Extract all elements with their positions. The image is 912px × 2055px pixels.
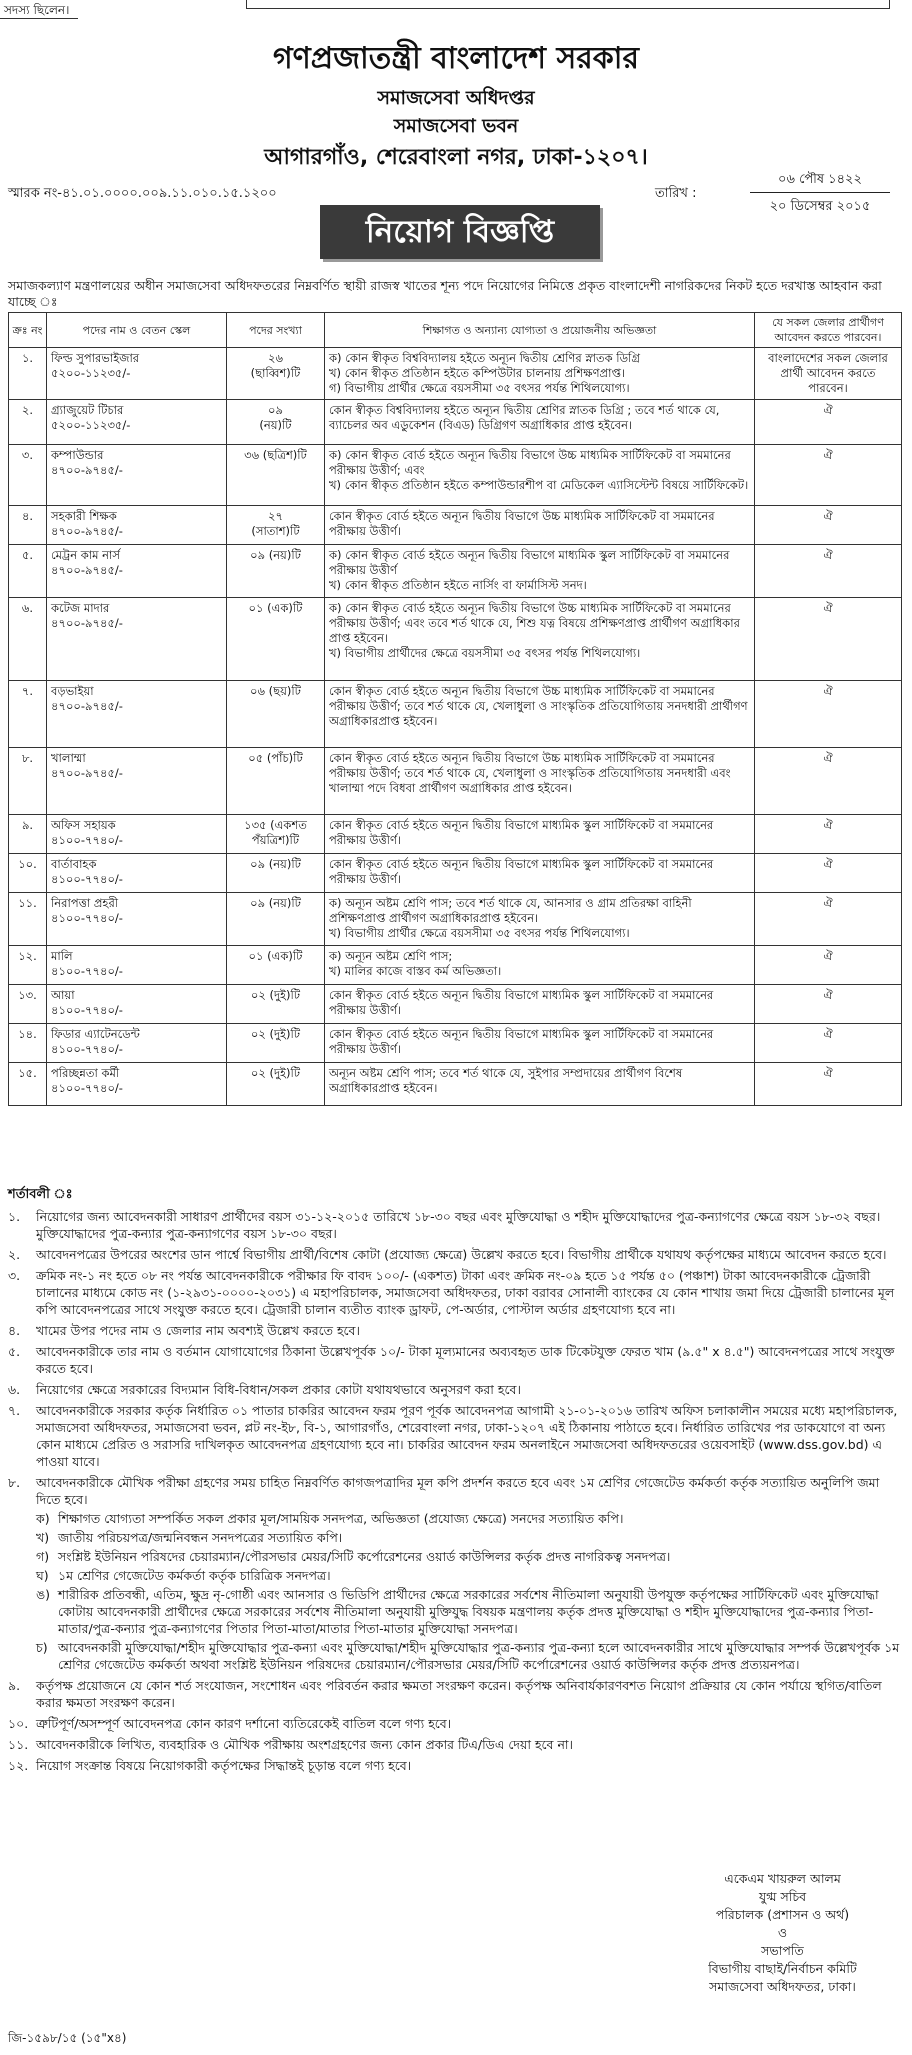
condition-text: আবেদনকারীকে তার নাম ও বর্তমান যোগাযোগের ঠিকানা উল্লেখপূর্বক ১০/- টাকা মূল্যমানের অব্যবহৃত ডাক টিকেটযুক্ত ফেরত খাম (৯.৫" x ৪.৫") আবেদনপত্রের সাথে সংযুক্ত করতে হবে। (36, 1344, 895, 1376)
row-serial: ১৩. (9, 985, 47, 1024)
signatory-title-5: সমাজসেবা অধিদফতর, ঢাকা। (709, 1979, 856, 1994)
vacancy-table (8, 312, 902, 1106)
signatory-and: ও (777, 1925, 788, 1940)
subitem-letter: চ) (36, 1640, 48, 1655)
signatory-title-4: বিভাগীয় বাছাই/নির্বাচন কমিটি (708, 1961, 857, 1976)
table-row (9, 598, 902, 681)
table-row (9, 985, 902, 1024)
row-qualification: ক) অন্যূন অষ্টম শ্রেণি পাস; তবে শর্ত থাকে যে, আনসার ও গ্রাম প্রতিরক্ষা বাহিনী প্রশিক্ষণপ্রাপ্ত প্রার্থীগণ অগ্রাধিকারপ্রাপ্ত হইবেন। খ) বিভাগীয় প্রার্থীর ক্ষেত্রে বয়সসীমা ৩৫ বৎসর পর্যন্ত শিথিলযোগ্য। (325, 893, 755, 946)
intro-paragraph: সমাজকল্যাণ মন্ত্রণালয়ের অধীন সমাজসেবা অধিদফতরের নিম্নবর্ণিত স্থায়ী রাজস্ব খাতের শূন্য পদে নিয়োগের নিমিত্তে প্রকৃত বাংলাদেশী নাগরিকদের নিকট হতে দরখাস্ত আহবান করা যাচ্ছে ঃ (8, 278, 882, 309)
row-district: ঐ (755, 748, 902, 815)
row-qualification: ক) কোন স্বীকৃত বোর্ড হইতে অন্যূন দ্বিতীয় বিভাগে মাধ্যমিক স্কুল সার্টিফিকেট বা সমমানের পরীক্ষায় উত্তীর্ণ খ) কোন স্বীকৃত প্রতিষ্ঠান হইতে নার্সিং বা ফার্মাসিস্ট সনদ। (325, 545, 755, 598)
footer-code: জি-১৫৯৮/১৫ (১৫"x৪) (8, 2031, 127, 2045)
condition-subitem (36, 1567, 901, 1584)
post-name: কটেজ মাদার (51, 601, 110, 615)
post-name: সহকারী শিক্ষক (51, 509, 117, 523)
pay-scale: ৪১০০-৭৭৪০/- (51, 833, 123, 847)
pay-scale: ৪৭০০-৯৭৪৫/- (51, 463, 123, 477)
table-row (9, 893, 902, 946)
condition-number: ৯. (8, 1678, 21, 1693)
subitem-letter: গ) (36, 1549, 50, 1564)
pay-scale: ৪১০০-৭৭৪০/- (51, 1081, 123, 1095)
condition-number: ১১. (8, 1737, 29, 1752)
signatory-title-2: পরিচালক (প্রশাসন ও অর্থ) (715, 1907, 850, 1922)
condition-item (8, 1381, 901, 1398)
conditions-title: শর্তাবলী ঃ (8, 1187, 73, 1202)
row-qualification: কোন স্বীকৃত বিশ্ববিদ্যালয় হইতে অন্যূন দ্বিতীয় শ্রেণির স্নাতক ডিগ্রি ; তবে শর্ত থাকে যে, ব্যাচেলর অব এডুকেশন (বিএড) ডিগ্রিগণ অগ্রাধিকার প্রাপ্ত হইবেন। (325, 400, 755, 445)
row-qualification: অন্যূন অষ্টম শ্রেণি পাস; তবে শর্ত থাকে যে, সুইপার সম্প্রদায়ের প্রার্থীগণ বিশেষ অগ্রাধিকারপ্রাপ্ত হইবেন। (325, 1063, 755, 1106)
condition-item (8, 1267, 901, 1318)
memo-number: স্মারক নং-৪১.০১.০০০০.০০৯.১১.০১০.১৫.১২০০ (8, 186, 277, 201)
col-header-post: পদের নাম ও বেতন স্কেল (47, 313, 227, 348)
row-count: ০১ (এক)টি (227, 598, 325, 681)
condition-subitems (36, 1510, 901, 1673)
row-post (47, 506, 227, 545)
row-count: ০৬ (ছয়)টি (227, 681, 325, 748)
post-name: বার্তাবাহক (51, 857, 97, 871)
row-post (47, 893, 227, 946)
condition-subitem (36, 1548, 901, 1565)
col-header-district: যে সকল জেলার প্রার্থীগণ আবেদন করতে পারবেন। (755, 313, 902, 348)
condition-subitem (36, 1510, 901, 1527)
row-district: ঐ (755, 506, 902, 545)
table-row (9, 815, 902, 854)
subitem-text: সংশ্লিষ্ট ইউনিয়ন পরিষদের চেয়ারম্যান/পৌরসভার মেয়র/সিটি কর্পোরেশনের ওয়ার্ড কাউন্সিলর কর্তৃক প্রদত্ত নাগরিকত্ব সনদপত্র। (58, 1549, 671, 1564)
top-clipped-fragment (0, 0, 912, 24)
row-count: ০৯ (নয়)টি (227, 400, 325, 445)
pay-scale: ৪১০০-৭৭৪০/- (51, 964, 123, 978)
row-district: ঐ (755, 1024, 902, 1063)
subitem-text: জাতীয় পরিচয়পত্র/জন্মনিবন্ধন সনদপত্রের সত্যায়িত কপি। (58, 1530, 343, 1545)
row-district: ঐ (755, 893, 902, 946)
condition-item (8, 1208, 901, 1242)
subitem-letter: ঘ) (36, 1568, 49, 1583)
building-name: সমাজসেবা ভবন (393, 115, 519, 137)
row-serial: ৪. (9, 506, 47, 545)
row-count: ০৯ (নয়)টি (227, 893, 325, 946)
condition-subitem (36, 1529, 901, 1546)
table-row (9, 681, 902, 748)
row-district: ঐ (755, 1063, 902, 1106)
condition-number: ১. (8, 1209, 21, 1224)
row-post (47, 598, 227, 681)
condition-text: ক্রমিক নং-১ নং হতে ০৮ নং পর্যন্ত আবেদনকারীকে পরীক্ষার ফি বাবদ ১০০/- (একশত) টাকা এবং ক্রমিক নং-০৯ হতে ১৫ পর্যন্ত ৫০ (পঞ্চাশ) টাকা আবেদনকারীকে ট্রেজারী চালানের মাধ্যমে কোড নং (১-২৯৩১-০০০০-২০৩১) এ মহাপরিচালক, সমাজসেবা অধিদফতর, ঢাকা বরাবর সোনালী ব্যাংকের যে কোন শাখায় জমা দিয়ে ট্রেজারী চালানের মূল কপি আবেদনপত্রের সাথে সংযুক্ত করতে হবে। ট্রেজারী চালান ব্যতীত ব্যাংক ড্রাফট, পে-অর্ডার, পোস্টাল অর্ডার গ্রহণযোগ্য হবে না। (36, 1268, 895, 1317)
condition-item (8, 1402, 901, 1470)
row-district: বাংলাদেশের সকল জেলার প্রার্থী আবেদন করতে পারবেন। (755, 348, 902, 400)
date-rule (750, 192, 890, 193)
table-row (9, 506, 902, 545)
row-qualification: ক) কোন স্বীকৃত বিশ্ববিদ্যালয় হইতে অন্যূন দ্বিতীয় শ্রেণির স্নাতক ডিগ্রি খ) কোন স্বীকৃত প্রতিষ্ঠান হইতে কম্পিউটার চালনায় প্রশিক্ষণপ্রাপ্ত। গ) বিভাগীয় প্রার্থীর ক্ষেত্রে বয়সসীমা ৩৫ বৎসর পর্যন্ত শিথিলযোগ্য। (325, 348, 755, 400)
date-block (655, 170, 895, 224)
post-name: খালাম্মা (51, 751, 86, 765)
condition-number: ৬. (8, 1382, 21, 1397)
condition-text: নিয়োগের ক্ষেত্রে সরকারের বিদ্যমান বিধি-বিধান/সকল প্রকার কোটা যথাযথভাবে অনুসরণ করা হবে। (36, 1382, 521, 1397)
condition-subitem (36, 1639, 901, 1673)
pay-scale: ৪১০০-৭৭৪০/- (51, 1003, 123, 1017)
post-name: ফিল্ড সুপারভাইজার (51, 351, 140, 365)
pay-scale: ৪৭০০-৯৭৪৫/- (51, 766, 123, 780)
condition-text: আবেদনকারীকে লিখিত, ব্যবহারিক ও মৌখিক পরীক্ষায় অংশগ্রহণের জন্য কোন প্রকার টিএ/ডিএ দেয়া হবে না। (36, 1737, 574, 1752)
row-serial: ১১. (9, 893, 47, 946)
row-district: ঐ (755, 815, 902, 854)
row-district: ঐ (755, 598, 902, 681)
row-serial: ১৪. (9, 1024, 47, 1063)
row-post (47, 400, 227, 445)
condition-item (8, 1474, 901, 1673)
row-district: ঐ (755, 946, 902, 985)
condition-number: ৭. (8, 1403, 21, 1418)
row-district: ঐ (755, 985, 902, 1024)
row-qualification: কোন স্বীকৃত বোর্ড হইতে অন্যূন দ্বিতীয় বিভাগে উচ্চ মাধ্যমিক সার্টিফিকেট বা সমমানের পরীক্ষায় উত্তীর্ণ; তবে শর্ত থাকে যে, খেলাধুলা ও সাংস্কৃতিক প্রতিযোগিতায় সনদধারী এবং খালাম্মা পদে বিধবা প্রার্থীগণ অগ্রাধিকার প্রাপ্ত হইবেন। (325, 748, 755, 815)
row-serial: ৭. (9, 681, 47, 748)
row-qualification: ক) কোন স্বীকৃত বোর্ড হইতে অন্যূন দ্বিতীয় বিভাগে উচ্চ মাধ্যমিক সার্টিফিকেট বা সমমানের পরীক্ষায় উত্তীর্ণ; এবং খ) কোন স্বীকৃত প্রতিষ্ঠান হইতে কম্পাউন্ডারশীপ বা মেডিকেল এ্যাসিস্টেন্ট বিষয়ে সার্টিফিকেট। (325, 445, 755, 506)
pay-scale: ৫২০০-১১২৩৫/- (51, 418, 131, 432)
condition-text: আবেদনকারীকে মৌখিক পরীক্ষা গ্রহণের সময় চাহিত নিম্নবর্ণিত কাগজপত্রাদির মূল কপি প্রদর্শন করতে হবে এবং ১ম শ্রেণির গেজেটেড কর্মকর্তা কর্তৃক সত্যায়িত অনুলিপি জমা দিতে হবে। (36, 1475, 880, 1507)
condition-number: ৮. (8, 1475, 21, 1490)
post-name: কম্পাউন্ডার (51, 448, 104, 462)
row-serial: ১০. (9, 854, 47, 893)
row-post (47, 681, 227, 748)
row-qualification: কোন স্বীকৃত বোর্ড হইতে অন্যূন দ্বিতীয় বিভাগে উচ্চ মাধ্যমিক সার্টিফিকেট বা সমমানের পরীক্ষায় উত্তীর্ণ; তবে শর্ত থাকে যে, খেলাধুলা ও সাংস্কৃতিক প্রতিযোগিতায় সনদধারী প্রার্থীগণ অগ্রাধিকারপ্রাপ্ত হইবেন। (325, 681, 755, 748)
row-qualification: কোন স্বীকৃত বোর্ড হইতে অন্যূন দ্বিতীয় বিভাগে মাধ্যমিক স্কুল সার্টিফিকেট বা সমমানের পরীক্ষায় উত্তীর্ণ। (325, 985, 755, 1024)
top-fragment-rule (0, 18, 78, 19)
condition-text: কর্তৃপক্ষ প্রয়োজনে যে কোন শর্ত সংযোজন, সংশোধন এবং পরিবর্তন করার ক্ষমতা সংরক্ষণ করেন। কর্তৃপক্ষ অনিবার্যকারণবশত নিয়োগ প্রক্রিয়ার যে কোন পর্যায়ে স্থগিত/বাতিল করার ক্ষমতা সংরক্ষণ করেন। (36, 1678, 882, 1710)
row-count: ০২ (দুই)টি (227, 985, 325, 1024)
condition-number: ৩. (8, 1268, 21, 1283)
col-header-qualification: শিক্ষাগত ও অন্যান্য যোগ্যতা ও প্রয়োজনীয় অভিজ্ঞতা (325, 313, 755, 348)
row-serial: ৩. (9, 445, 47, 506)
pay-scale: ৪৭০০-৯৭৪৫/- (51, 524, 123, 538)
row-count: ২৬ (ছাব্বিশ)টি (227, 348, 325, 400)
post-name: অফিস সহায়ক (51, 818, 116, 832)
subitem-letter: খ) (36, 1530, 50, 1545)
table-row (9, 445, 902, 506)
condition-number: ১২. (8, 1758, 29, 1773)
subitem-text: শারীরিক প্রতিবন্ধী, এতিম, ক্ষুদ্র নৃ-গোষ্ঠী এবং আনসার ও ভিডিপি প্রার্থীদের ক্ষেত্রে সরকারের সর্বশেষ নীতিমালা অনুযায়ী উপযুক্ত কর্তৃপক্ষের সার্টিফিকেট এবং মুক্তিযোদ্ধা কোটায় আবেদনকারী প্রার্থীদের ক্ষেত্রে সরকারের সর্বশেষ নীতিমালা অনুযায়ী মুক্তিযুদ্ধ বিষয়ক মন্ত্রণালয় কর্তৃক প্রদত্ত মুক্তিযোদ্ধা ও শহীদ মুক্তিযোদ্ধাদের পুত্র-কন্যার পিতা-মাতার/পুত্র-কন্যার পুত্র-কন্যাগণের পিতার পিতা-মাতা/মাতার পিতা-মাতার মুক্তিযোদ্ধা সনদপত্র। (58, 1587, 879, 1636)
table-row (9, 946, 902, 985)
table-row (9, 1063, 902, 1106)
post-name: ফিডার এ্যাটেনডেন্ট (51, 1027, 140, 1041)
notice-banner: নিয়োগ বিজ্ঞপ্তি (320, 205, 600, 259)
signatory-name: একেএম খায়রুল আলম (724, 1871, 841, 1886)
condition-number: ২. (8, 1247, 21, 1262)
condition-text: ত্রুটিপূর্ণ/অসম্পূর্ণ আবেদনপত্র কোন কারণ দর্শানো ব্যতিরেকেই বাতিল বলে গণ্য হবে। (36, 1716, 452, 1731)
condition-subitem (36, 1586, 901, 1637)
row-count: ০৯ (নয়)টি (227, 854, 325, 893)
row-count: ১৩৫ (একশত পঁয়ত্রিশ)টি (227, 815, 325, 854)
row-count: ০৯ (নয়)টি (227, 545, 325, 598)
row-serial: ২. (9, 400, 47, 445)
pay-scale: ৪৭০০-৯৭৪৫/- (51, 563, 123, 577)
post-name: মেট্রন কাম নার্স (51, 548, 120, 562)
table-row (9, 400, 902, 445)
col-header-count: পদের সংখ্যা (227, 313, 325, 348)
row-serial: ১২. (9, 946, 47, 985)
row-district: ঐ (755, 681, 902, 748)
row-qualification: ক) কোন স্বীকৃত বোর্ড হইতে অন্যূন দ্বিতীয় বিভাগে উচ্চ মাধ্যমিক সার্টিফিকেট বা সমমানের পরীক্ষায় উত্তীর্ণ; এবং তবে শর্ত থাকে যে, শিশু যত্ন বিষয়ে প্রশিক্ষণপ্রাপ্ত প্রার্থীগণ অগ্রাধিকার প্রাপ্ত হইবেন। খ) বিভাগীয় প্রার্থীদের ক্ষেত্রে বয়সসীমা ৩৫ বৎসর পর্যন্ত শিথিলযোগ্য। (325, 598, 755, 681)
post-name: আয়া (51, 988, 75, 1002)
post-name: গ্র্যাজুয়েট টিচার (51, 403, 124, 417)
post-name: মালি (51, 949, 73, 963)
condition-number: ৫. (8, 1344, 21, 1359)
pay-scale: ৪১০০-৭৭৪০/- (51, 1042, 123, 1056)
row-serial: ৯. (9, 815, 47, 854)
row-qualification: কোন স্বীকৃত বোর্ড হইতে অন্যূন দ্বিতীয় বিভাগে মাধ্যমিক স্কুল সার্টিফিকেট বা সমমানের পরীক্ষায় উত্তীর্ণ। (325, 815, 755, 854)
condition-number: ৪. (8, 1323, 21, 1338)
condition-item (8, 1322, 901, 1339)
office-address: আগারগাঁও, শেরেবাংলা নগর, ঢাকা-১২০৭। (264, 145, 648, 170)
table-row (9, 348, 902, 400)
row-serial: ৮. (9, 748, 47, 815)
conditions-list (8, 1208, 901, 1778)
condition-text: নিয়োগ সংক্রান্ত বিষয়ে নিয়োগকারী কর্তৃপক্ষের সিদ্ধান্তই চূড়ান্ত বলে গণ্য হবে। (36, 1758, 412, 1773)
row-district: ঐ (755, 545, 902, 598)
condition-item (8, 1343, 901, 1377)
row-post (47, 985, 227, 1024)
subitem-text: আবেদনকারী মুক্তিযোদ্ধা/শহীদ মুক্তিযোদ্ধার পুত্র-কন্যা এবং মুক্তিযোদ্ধা/শহীদ মুক্তিযোদ্ধার পুত্র-কন্যার পুত্র-কন্যা হলে আবেদনকারীর সাথে মুক্তিযোদ্ধার সম্পর্ক উল্লেখপূর্বক ১ম শ্রেণির গেজেটেড কর্মকর্তা অথবা সংশ্লিষ্ট ইউনিয়ন পরিষদের চেয়ারম্যান/পৌরসভার মেয়র/সিটি কর্পোরেশনের ওয়ার্ড কাউন্সিলর কর্তৃক প্রদত্ত প্রত্যয়নপত্র। (58, 1640, 900, 1672)
post-name: পরিচ্ছন্নতা কর্মী (51, 1066, 120, 1080)
row-district: ঐ (755, 400, 902, 445)
row-post (47, 815, 227, 854)
row-qualification: কোন স্বীকৃত বোর্ড হইতে অন্যূন দ্বিতীয় বিভাগে উচ্চ মাধ্যমিক সার্টিফিকেট বা সমমানের পরীক্ষায় উত্তীর্ণ। (325, 506, 755, 545)
condition-text: নিয়োগের জন্য আবেদনকারী সাধারণ প্রার্থীদের বয়স ৩১-১২-২০১৫ তারিখে ১৮-৩০ বছর এবং মুক্তিযোদ্ধা ও শহীদ মুক্তিযোদ্ধাদের পুত্র-কন্যাগণের ক্ষেত্রে বয়স ১৮-৩২ বছর। মুক্তিযোদ্ধাদের পুত্র-কন্যার পুত্র-কন্যাগণের বয়স ১৮-৩০ বছর। (36, 1209, 881, 1241)
top-fragment-text: সদস্য ছিলেন। (4, 3, 70, 17)
subitem-letter: ক) (36, 1511, 50, 1526)
date-english: ২০ ডিসেম্বর ২০১৫ (769, 199, 871, 214)
table-row (9, 854, 902, 893)
condition-item (8, 1246, 901, 1263)
table-row (9, 748, 902, 815)
row-count: ২৭ (সাতাশ)টি (227, 506, 325, 545)
row-count: ০১ (এক)টি (227, 946, 325, 985)
row-post (47, 445, 227, 506)
condition-item (8, 1757, 901, 1774)
govt-title: গণপ্রজাতন্ত্রী বাংলাদেশ সরকার (273, 41, 639, 76)
signature-block (660, 1870, 905, 1996)
row-post (47, 946, 227, 985)
subitem-text: ১ম শ্রেণির গেজেটেড কর্মকর্তা কর্তৃক চারিত্রিক সনদপত্র। (58, 1568, 331, 1583)
row-serial: ১৫. (9, 1063, 47, 1106)
row-count: ০২ (দুই)টি (227, 1063, 325, 1106)
row-serial: ১. (9, 348, 47, 400)
condition-item (8, 1677, 901, 1711)
row-district: ঐ (755, 445, 902, 506)
post-name: বড়ভাইয়া (51, 684, 94, 698)
date-bangla: ০৬ পৌষ ১৪২২ (778, 172, 862, 187)
condition-text: আবেদনকারীকে সরকার কর্তৃক নির্ধারিত ০১ পাতার চাকরির আবেদন ফরম পূরণ পূর্বক আবেদনপত্র আগামী ২১-০১-২০১৬ তারিখ অফিস চলাকালীন সময়ের মধ্যে মহাপরিচালক, সমাজসেবা অধিদফতর, সমাজসেবা ভবন, প্লট নং-ই৮, বি-১, আগারগাঁও, শেরেবাংলা নগর, ঢাকা-১২০৭ এই ঠিকানায় পাঠাতে হবে। নির্ধারিত তারিখের পর ডাকযোগে বা অন্য কোন মাধ্যমে প্রেরিত ও সরাসরি দাখিলকৃত আবেদনপত্র গ্রহণযোগ্য হবে না। চাকরির আবেদন ফরম অনলাইনে সমাজসেবা অধিদফতরের ওয়েবসাইট (www.dss.gov.bd) এ পাওয়া যাবে। (36, 1403, 898, 1469)
row-qualification: কোন স্বীকৃত বোর্ড হইতে অন্যূন দ্বিতীয় বিভাগে মাধ্যমিক স্কুল সার্টিফিকেট বা সমমানের পরীক্ষায় উত্তীর্ণ। (325, 1024, 755, 1063)
top-fragment-box (246, 0, 890, 9)
row-post (47, 1063, 227, 1106)
pay-scale: ৪১০০-৭৭৪০/- (51, 911, 123, 925)
subitem-letter: ঙ) (36, 1587, 51, 1602)
condition-item (8, 1715, 901, 1732)
pay-scale: ৪১০০-৭৭৪০/- (51, 872, 123, 886)
row-post (47, 545, 227, 598)
row-post (47, 1024, 227, 1063)
col-header-serial: ক্রঃ নং (9, 313, 47, 348)
row-count: ০২ (দুই)টি (227, 1024, 325, 1063)
row-post (47, 854, 227, 893)
row-count: ৩৬ (ছত্রিশ)টি (227, 445, 325, 506)
condition-number: ১০. (8, 1716, 29, 1731)
table-row (9, 1024, 902, 1063)
table-header-row (9, 313, 902, 348)
date-label: তারিখ : (655, 186, 697, 201)
department-name: সমাজসেবা অধিদপ্তর (377, 87, 535, 109)
pay-scale: ৫২০০-১১২৩৫/- (51, 366, 131, 380)
signatory-title-1: যুগ্ম সচিব (758, 1889, 807, 1904)
pay-scale: ৪৭০০-৯৭৪৫/- (51, 699, 123, 713)
pay-scale: ৪৭০০-৯৭৪৫/- (51, 616, 123, 630)
row-serial: ৫. (9, 545, 47, 598)
row-serial: ৬. (9, 598, 47, 681)
condition-text: খামের উপর পদের নাম ও জেলার নাম অবশ্যই উল্লেখ করতে হবে। (36, 1323, 360, 1338)
signatory-title-3: সভাপতি (761, 1943, 804, 1958)
row-qualification: ক) অন্যূন অষ্টম শ্রেণি পাস; খ) মালির কাজে বাস্তব কর্ম অভিজ্ঞতা। (325, 946, 755, 985)
row-count: ০৫ (পাঁচ)টি (227, 748, 325, 815)
row-post (47, 348, 227, 400)
row-post (47, 748, 227, 815)
row-qualification: কোন স্বীকৃত বোর্ড হইতে অন্যূন দ্বিতীয় বিভাগে মাধ্যমিক স্কুল সার্টিফিকেট বা সমমানের পরীক্ষায় উত্তীর্ণ। (325, 854, 755, 893)
condition-text: আবেদনপত্রের উপরের অংশের ডান পার্শ্বে বিভাগীয় প্রার্থী/বিশেষ কোটা (প্রযোজ্য ক্ষেত্রে) উল্লেখ করতে হবে। বিভাগীয় প্রার্থীকে যথাযথ কর্তৃপক্ষের মাধ্যমে আবেদন করতে হবে। (36, 1247, 887, 1262)
table-row (9, 545, 902, 598)
post-name: নিরাপত্তা প্রহরী (51, 896, 119, 910)
row-district: ঐ (755, 854, 902, 893)
subitem-text: শিক্ষাগত যোগ্যতা সম্পর্কিত সকল প্রকার মূল/সাময়িক সনদপত্র, অভিজ্ঞতা (প্রযোজ্য ক্ষেত্রে) সনদের সত্যায়িত কপি। (58, 1511, 624, 1526)
condition-item (8, 1736, 901, 1753)
